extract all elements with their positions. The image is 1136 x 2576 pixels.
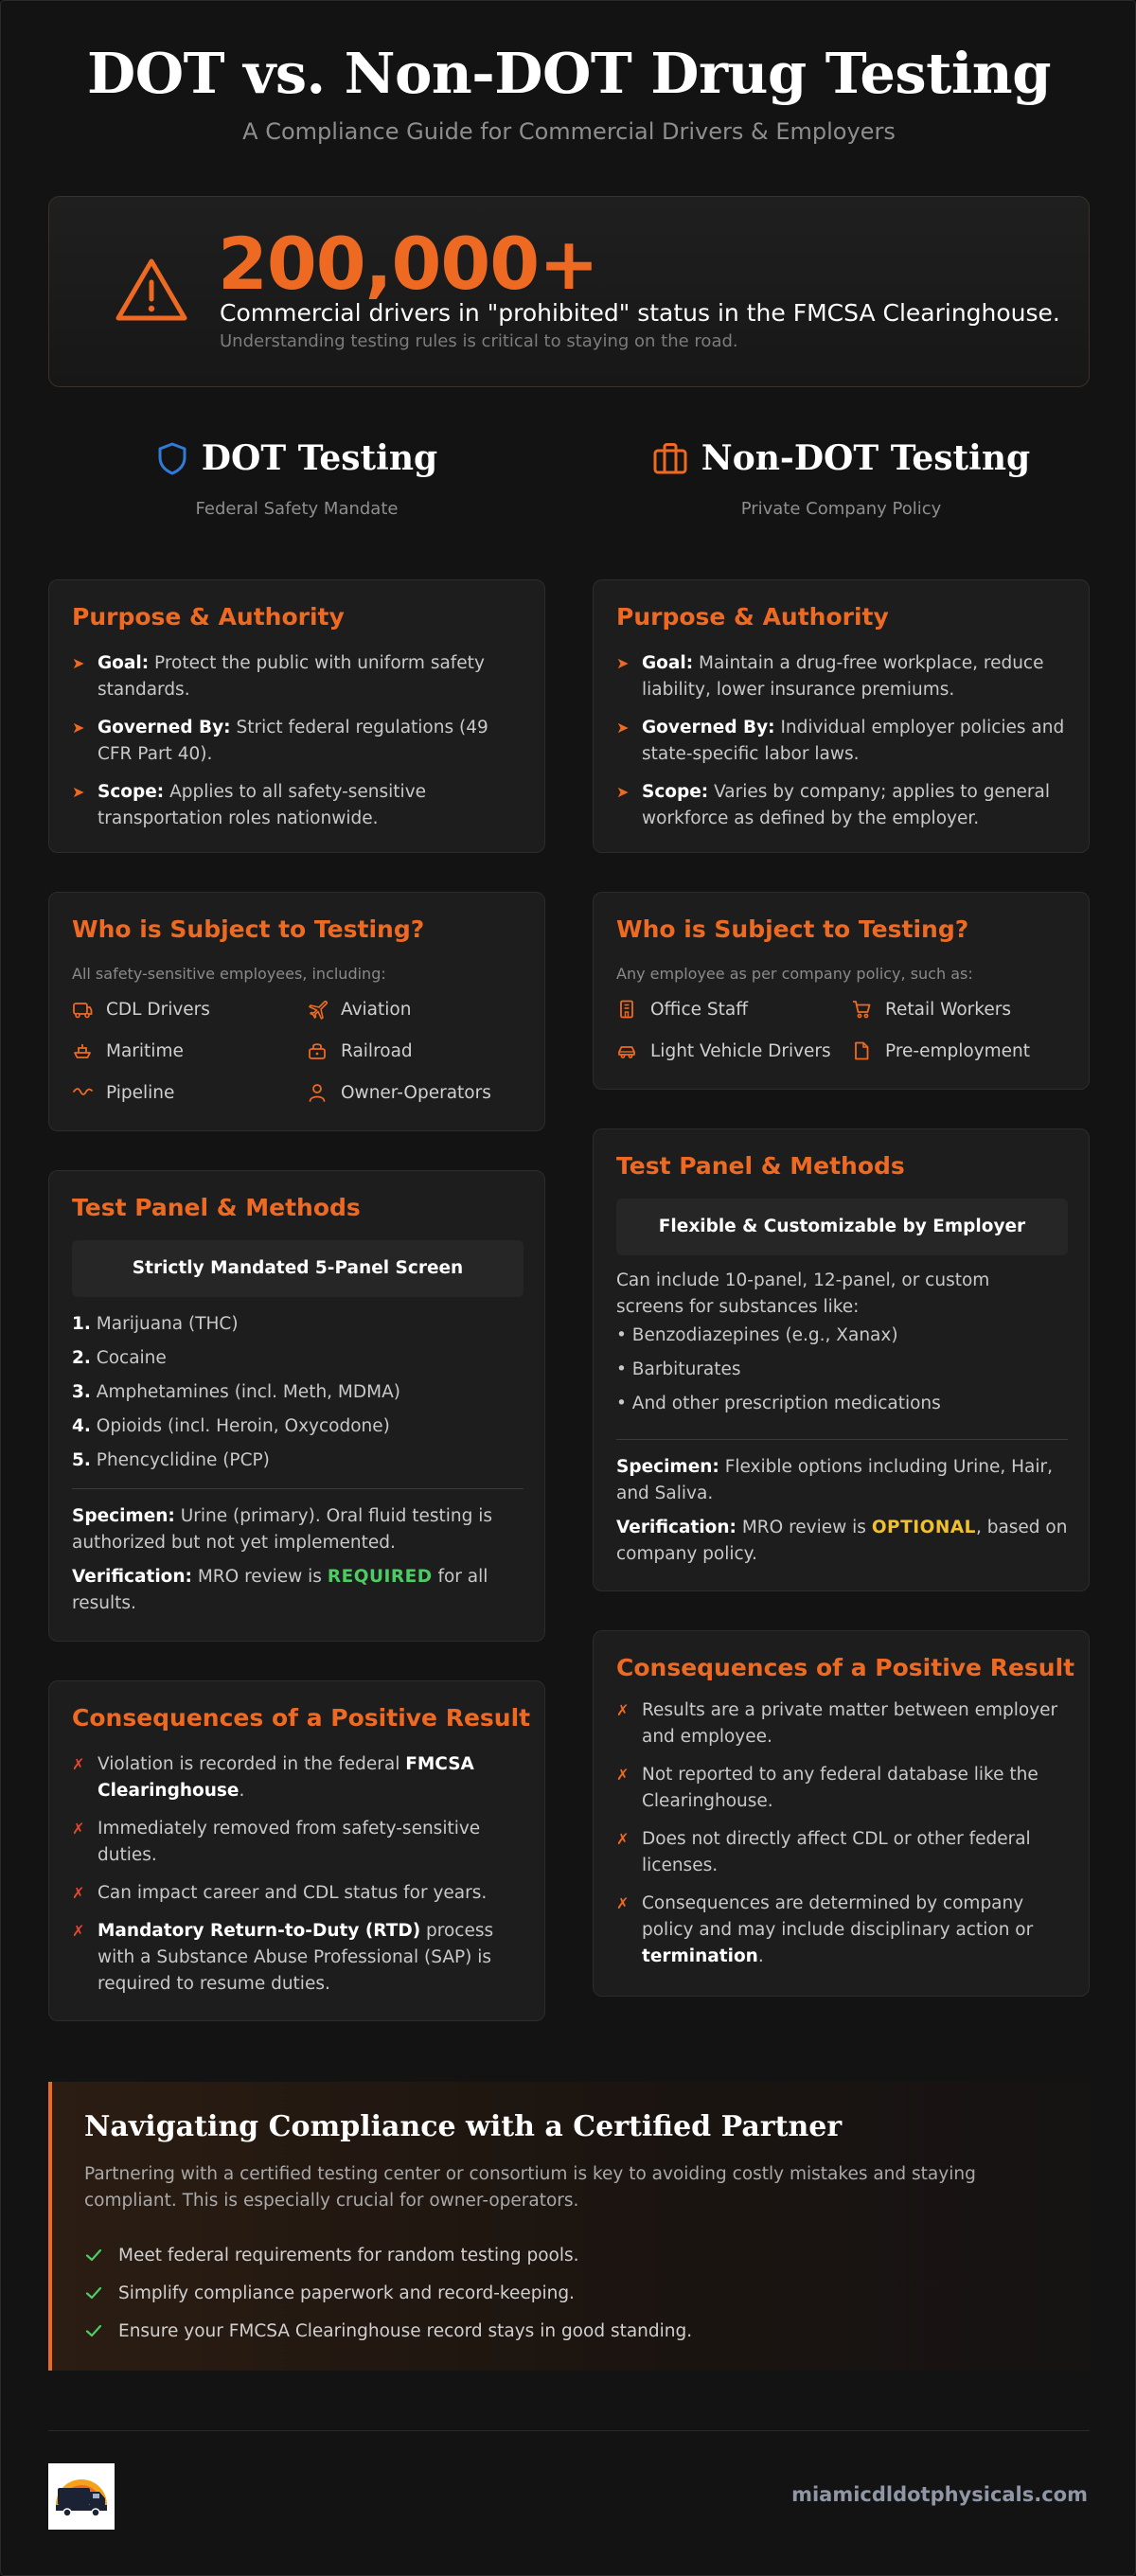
list-item: ✗ Not reported to any federal database like the Clearinghouse. xyxy=(616,1762,1068,1815)
subject-item xyxy=(616,1039,851,1063)
page-subtitle: A Compliance Guide for Commercial Drivers & Employers xyxy=(242,118,896,145)
plane-icon xyxy=(307,999,328,1020)
card-title: Consequences of a Positive Result xyxy=(72,1704,531,1732)
list-item xyxy=(72,650,524,703)
subject-item xyxy=(72,1080,307,1105)
building-icon xyxy=(616,999,637,1020)
item-text: Strict federal regulations (49 CFR Part 40). xyxy=(98,718,488,764)
specimen-text: Specimen: Flexible options including Urine, Hair, and Saliva. xyxy=(616,1457,1053,1503)
dot-column-header xyxy=(25,438,569,519)
card-title: Who is Subject to Testing? xyxy=(616,915,969,943)
list-item: • And other prescription medications xyxy=(616,1394,941,1413)
subject-label: Maritime xyxy=(106,1040,184,1061)
subject-item xyxy=(851,997,1071,1022)
arrow-icon: ➤ xyxy=(72,654,85,672)
check-icon xyxy=(84,2321,103,2340)
cross-icon: ✗ xyxy=(72,1755,85,1773)
wave-icon xyxy=(72,1082,93,1103)
list-item xyxy=(84,2274,692,2312)
subject-grid xyxy=(72,997,526,1105)
dot-panel-card xyxy=(48,1170,545,1642)
cart-icon xyxy=(851,999,872,1020)
subject-label: Office Staff xyxy=(650,999,748,1020)
list-item: • Benzodiazepines (e.g., Xanax) xyxy=(616,1325,898,1345)
panel-highlight-box: Flexible & Customizable by Employer xyxy=(616,1199,1068,1255)
list-item: ✗ Consequences are determined by company policy and may include disciplinary action or termination. xyxy=(616,1891,1068,1970)
partner-check-list xyxy=(84,2236,692,2350)
list-item xyxy=(84,2312,692,2350)
non-dot-column-title: Non-DOT Testing xyxy=(701,438,1031,478)
substance-list xyxy=(616,1319,941,1421)
truck-icon xyxy=(72,999,93,1020)
item-text: Applies to all safety-sensitive transportation roles nationwide. xyxy=(98,782,427,828)
list-item: 2. Cocaine xyxy=(72,1348,167,1368)
card-title: Consequences of a Positive Result xyxy=(616,1654,1075,1681)
footer-domain[interactable]: miamicdldotphysicals.com xyxy=(791,2483,1088,2506)
non-dot-purpose-card xyxy=(593,579,1090,853)
list-item: 5. Phencyclidine (PCP) xyxy=(72,1450,270,1470)
list-item: ✗ Can impact career and CDL status for years. xyxy=(72,1880,524,1907)
list-item: ➤ Goal: Maintain a drug-free workplace, reduce liability, lower insurance premiums. xyxy=(616,650,1068,703)
card-intro: All safety-sensitive employees, including: xyxy=(72,965,386,983)
list-item: ✗ Mandatory Return-to-Duty (RTD) process with a Substance Abuse Professional (SAP) is required to resume duties. xyxy=(72,1918,524,1998)
cross-icon: ✗ xyxy=(616,1894,630,1912)
partner-title: Navigating Compliance with a Certified Partner xyxy=(84,2110,843,2143)
optional-badge: OPTIONAL xyxy=(871,1518,976,1537)
consequence-list xyxy=(616,1697,1068,1981)
subject-label: CDL Drivers xyxy=(106,999,210,1020)
subject-grid xyxy=(616,997,1071,1063)
divider xyxy=(72,1488,524,1489)
arrow-icon: ➤ xyxy=(72,719,85,737)
subject-label: Light Vehicle Drivers xyxy=(650,1040,831,1061)
list-item: ➤ Governed By: Individual employer policies and state-specific labor laws. xyxy=(616,715,1068,768)
list-item: 1. Marijuana (THC) xyxy=(72,1314,239,1334)
list-item xyxy=(72,715,524,768)
list-item: ✗ Violation is recorded in the federal FMCSA Clearinghouse. xyxy=(72,1751,524,1804)
card-title: Who is Subject to Testing? xyxy=(72,915,425,943)
cross-icon: ✗ xyxy=(616,1766,630,1784)
non-dot-subject-card xyxy=(593,892,1090,1090)
subject-item xyxy=(307,1039,526,1063)
subject-label: Retail Workers xyxy=(885,999,1011,1020)
subject-item xyxy=(72,997,307,1022)
list-item: ✗ Immediately removed from safety-sensitive duties. xyxy=(72,1816,524,1869)
check-icon xyxy=(84,2283,103,2302)
train-icon xyxy=(307,1040,328,1061)
subject-label: Pipeline xyxy=(106,1082,175,1103)
dot-column-subtitle: Federal Safety Mandate xyxy=(195,499,399,519)
bullet-list xyxy=(72,650,524,844)
subject-item xyxy=(307,1080,526,1105)
non-dot-column-subtitle: Private Company Policy xyxy=(740,499,942,519)
item-label: Scope: xyxy=(98,782,165,802)
footer-divider xyxy=(48,2430,1090,2431)
list-item: 4. Opioids (incl. Heroin, Oxycodone) xyxy=(72,1416,390,1436)
subject-item xyxy=(307,997,526,1022)
item-label: Goal: xyxy=(98,653,150,673)
list-item xyxy=(84,2236,692,2274)
arrow-icon: ➤ xyxy=(72,783,85,801)
card-title: Test Panel & Methods xyxy=(72,1194,361,1221)
stat-text: Commercial drivers in "prohibited" status in the FMCSA Clearinghouse. xyxy=(220,299,1060,327)
shield-icon xyxy=(156,441,188,475)
dot-consequences-card xyxy=(48,1680,545,2021)
subject-label: Aviation xyxy=(341,999,412,1020)
car-icon xyxy=(616,1040,637,1061)
cross-icon: ✗ xyxy=(616,1830,630,1848)
check-label: Ensure your FMCSA Clearinghouse record stays in good standing. xyxy=(118,2320,693,2341)
panel-intro: Can include 10-panel, 12-panel, or custom screens for substances like: xyxy=(616,1270,990,1317)
stat-subtext: Understanding testing rules is critical to staying on the road. xyxy=(220,331,738,351)
cross-icon: ✗ xyxy=(72,1820,85,1838)
dot-column-title: DOT Testing xyxy=(201,438,438,478)
verification-text: Verification: MRO review is OPTIONAL, based on company policy. xyxy=(616,1518,1068,1564)
list-item: ➤ Scope: Varies by company; applies to general workforce as defined by the employer. xyxy=(616,779,1068,832)
bullet-list xyxy=(616,650,1068,844)
list-item xyxy=(72,779,524,832)
dot-subject-card xyxy=(48,892,545,1131)
subject-label: Railroad xyxy=(341,1040,413,1061)
required-badge: REQUIRED xyxy=(327,1567,433,1587)
subject-item xyxy=(616,997,851,1022)
subject-label: Owner-Operators xyxy=(341,1082,491,1103)
non-dot-consequences-card xyxy=(593,1630,1090,1997)
card-title: Purpose & Authority xyxy=(616,603,889,631)
non-dot-column-header xyxy=(569,438,1113,519)
partner-description: Partnering with a certified testing center or consortium is key to avoiding costly mistakes and staying compliant. This is especially crucial for owner-operators. xyxy=(84,2164,976,2211)
card-intro: Any employee as per company policy, such as: xyxy=(616,965,973,983)
check-icon xyxy=(84,2246,103,2265)
card-title: Test Panel & Methods xyxy=(616,1152,905,1180)
list-item: 3. Amphetamines (incl. Meth, MDMA) xyxy=(72,1382,400,1402)
specimen-text: Specimen: Urine (primary). Oral fluid testing is authorized but not yet implemented. xyxy=(72,1506,493,1553)
check-label: Meet federal requirements for random testing pools. xyxy=(118,2245,579,2265)
list-item: ✗ Results are a private matter between employer and employee. xyxy=(616,1697,1068,1750)
page-title: DOT vs. Non-DOT Drug Testing xyxy=(87,41,1051,106)
list-item: • Barbiturates xyxy=(616,1359,741,1379)
panel-highlight-box: Strictly Mandated 5-Panel Screen xyxy=(72,1240,524,1297)
subject-item xyxy=(72,1039,307,1063)
arrow-icon: ➤ xyxy=(616,719,630,737)
stat-banner xyxy=(48,196,1090,387)
partner-section xyxy=(48,2082,1090,2371)
arrow-icon: ➤ xyxy=(616,654,630,672)
check-label: Simplify compliance paperwork and record-keeping. xyxy=(118,2283,575,2303)
cross-icon: ✗ xyxy=(72,1922,85,1940)
drug-panel-list xyxy=(72,1307,400,1478)
divider xyxy=(616,1439,1068,1440)
subject-item xyxy=(851,1039,1071,1063)
list-item: ✗ Does not directly affect CDL or other federal licenses. xyxy=(616,1826,1068,1879)
verification-text: Verification: MRO review is REQUIRED for all results. xyxy=(72,1567,488,1613)
cross-icon: ✗ xyxy=(616,1701,630,1719)
dot-purpose-card xyxy=(48,579,545,853)
truck-sunset-logo[interactable] xyxy=(48,2463,115,2530)
non-dot-panel-card xyxy=(593,1128,1090,1591)
document-icon xyxy=(851,1040,872,1061)
card-title: Purpose & Authority xyxy=(72,603,345,631)
briefcase-icon xyxy=(652,441,688,475)
subject-label: Pre-employment xyxy=(885,1040,1031,1061)
cross-icon: ✗ xyxy=(72,1884,85,1902)
arrow-icon: ➤ xyxy=(616,783,630,801)
consequence-list xyxy=(72,1751,524,2009)
stat-number: 200,000+ xyxy=(218,222,598,306)
warning-triangle-icon xyxy=(114,256,189,324)
ship-icon xyxy=(72,1040,93,1061)
item-text: Protect the public with uniform safety standards. xyxy=(98,653,485,700)
item-label: Governed By: xyxy=(98,718,231,737)
user-icon xyxy=(307,1082,328,1103)
